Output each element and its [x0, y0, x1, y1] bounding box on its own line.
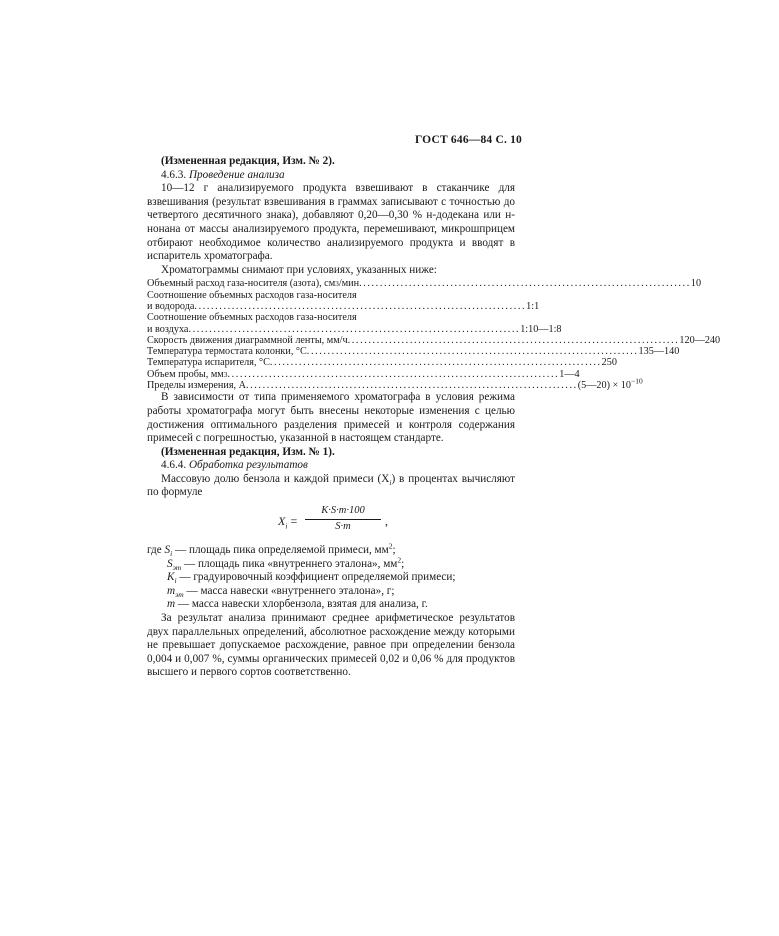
calc-intro-tail: ) в процентах вычисляют по формуле	[147, 472, 515, 499]
legend-symbol: m	[167, 584, 176, 597]
condition-row	[147, 376, 643, 392]
formula-fraction	[305, 504, 381, 533]
condition-value-text: 1—4	[559, 368, 580, 380]
calc-intro-sub: i	[389, 478, 392, 488]
section-4-6-4-heading	[147, 459, 515, 473]
condition-row	[147, 312, 515, 323]
condition-label: Пределы измерения, А	[147, 380, 246, 392]
condition-value	[639, 346, 727, 357]
leader-dots: ................................................................................	[306, 346, 639, 358]
fraction-bar	[305, 519, 381, 520]
condition-value	[526, 301, 614, 312]
condition-row	[147, 290, 515, 301]
leader-dots: ................................................................................	[359, 278, 691, 290]
condition-value	[520, 324, 608, 335]
section-title: Обработка результатов	[188, 459, 308, 472]
condition-value-text: 120—240	[679, 334, 721, 346]
condition-label: и водорода	[147, 300, 195, 312]
mass-fraction-formula	[147, 504, 515, 538]
legend-symbol-sub: i	[170, 549, 173, 559]
formula-tail: ,	[385, 514, 388, 529]
condition-row	[147, 357, 617, 369]
condition-row: Объем пробы, мм 3 ................................................................................ 1—4	[147, 369, 515, 380]
condition-value-text: 10	[690, 278, 702, 290]
condition-label-tail: /мин	[338, 278, 360, 290]
leader-dots: ................................................................................	[194, 300, 527, 312]
condition-label: Соотношение объемных расходов газа-носителя	[147, 312, 357, 324]
condition-row	[147, 334, 721, 346]
legend-text: — площадь пика определяемой примеси, мм	[174, 544, 389, 557]
legend-symbol: m	[167, 598, 176, 611]
condition-label: Соотношение объемных расходов газа-носителя	[147, 289, 357, 301]
formula-equals: =	[290, 514, 298, 529]
calc-intro-text: Массовую долю бензола и каждой примеси (X	[161, 472, 390, 485]
condition-value-text: 135—140	[638, 346, 680, 358]
formula-numerator: K·S·m·100	[321, 505, 365, 517]
paragraph-mode-variation: В зависимости от типа применяемого хроматографа в условия режима работы хроматографа могут быть внесены некоторые изменения с целью достижения оптимального разделения примесей и контроля содержания примесей с погрешностью, указанной в настоящем стандарте.	[147, 391, 515, 445]
condition-label: Температура испарителя, °С	[147, 357, 270, 369]
leader-dots: ................................................................................	[347, 334, 680, 346]
condition-row	[147, 323, 562, 335]
paragraph-conditions-intro: Хроматограммы снимают при условиях, указанных ниже:	[161, 263, 437, 276]
condition-row	[147, 300, 540, 312]
legend-symbol-sub: i	[174, 576, 177, 586]
formula-lhs	[278, 515, 297, 529]
legend-text: — масса навески «внутреннего эталона», г;	[186, 584, 395, 597]
formula-legend	[147, 541, 515, 612]
formula-denominator: S·m	[335, 521, 351, 533]
section-4-6-3-heading	[147, 169, 515, 183]
condition-row	[147, 346, 680, 358]
leader-dots: ................................................................................	[245, 380, 578, 392]
leader-dots: ................................................................................	[227, 368, 560, 380]
legend-text-end: ;	[401, 557, 405, 570]
condition-value	[577, 376, 666, 392]
paragraph-result-definition: За результат анализа принимают среднее арифметическое результатов двух параллельных определений, абсолютное расхождение между которыми не превышает допускаемое расхождение, равное при определении бензола 0,004 и 0,007 %, суммы органических примесей 0,02 и 0,06 % для продуктов высшего и первого сортов соответственно.	[147, 612, 515, 679]
legend-text: — площадь пика «внутреннего эталона», мм	[184, 557, 398, 570]
condition-value	[691, 278, 779, 289]
condition-value-text: 1:1	[526, 300, 540, 312]
legend-row	[147, 554, 515, 572]
legend-row	[147, 598, 515, 612]
section-title: Проведение анализа	[188, 168, 285, 181]
condition-label: Объем пробы, мм	[147, 368, 224, 380]
legend-symbol: S	[167, 557, 173, 570]
condition-row: Объемный расход газа-носителя (азота), см 3 /мин ................................................................................ 10	[147, 278, 515, 289]
condition-label: Температура термостата колонки, °С	[147, 346, 307, 358]
legend-text: — масса навески хлорбензола, взятая для анализа, г.	[177, 598, 428, 611]
legend-text-end: ;	[392, 544, 396, 557]
paragraph-sample-preparation: 10—12 г анализируемого продукта взвешивают в стаканчике для взвешивания (результат взвешивания в граммах записывают с точностью до четвертого десятичного знака), добавляют 0,20—0,30 % н-додекана или н-нонана от массы анализируемого продукта, перемешивают, микрошприцем отбирают необходимое количество анализируемого продукта и вводят в испаритель хроматографа.	[147, 182, 515, 263]
legend-text-sup: 2	[397, 554, 402, 564]
condition-value-text: 1:10—1:8	[520, 323, 562, 335]
leader-dots: ................................................................................	[188, 323, 521, 335]
condition-value-sup: −10	[631, 376, 643, 386]
page-running-title: ГОСТ 646—84 С. 10	[414, 134, 522, 146]
formula-lhs-symbol: X	[278, 514, 286, 529]
paragraph-calculation-intro	[147, 473, 515, 500]
condition-label: и воздуха	[147, 323, 189, 335]
legend-symbol: K	[167, 571, 175, 584]
condition-label: Скорость движения диаграммной ленты, мм/ч	[147, 334, 348, 346]
legend-symbol-sub: эт	[175, 590, 184, 600]
section-number: 4.6.3.	[161, 168, 187, 181]
edit-note-amendment-1: (Измененная редакция, Изм. № 1).	[161, 445, 335, 458]
legend-prefix: где	[147, 544, 162, 557]
legend-row	[147, 571, 515, 585]
legend-symbol: S	[164, 544, 171, 557]
condition-label: Объемный расход газа-носителя (азота), см	[147, 278, 336, 290]
legend-symbol-sub: эт	[172, 562, 182, 572]
legend-text-sup: 2	[388, 541, 393, 551]
condition-value	[602, 357, 690, 368]
condition-value-text: 250	[601, 357, 617, 369]
edit-note-amendment-2: (Измененная редакция, Изм. № 2).	[161, 155, 335, 167]
section-number: 4.6.4.	[161, 459, 187, 472]
condition-value	[679, 335, 767, 346]
legend-row	[147, 541, 515, 559]
formula-lhs-sub: i	[285, 521, 288, 531]
legend-text: — градуировочный коэффициент определяемой примеси;	[179, 571, 456, 584]
chromatography-conditions-list	[147, 278, 721, 392]
legend-row	[147, 585, 515, 599]
condition-value-text: (5—20) × 10	[577, 380, 632, 392]
leader-dots: ................................................................................	[269, 357, 602, 369]
document-body	[147, 155, 721, 680]
